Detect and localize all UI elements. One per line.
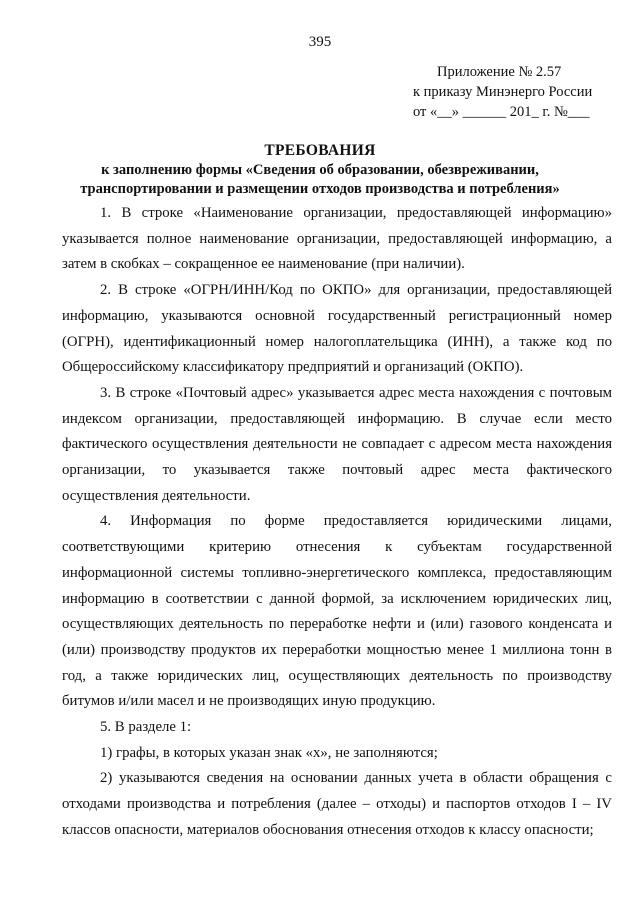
appendix-line-1: Приложение № 2.57 [437, 64, 562, 80]
title-block [40, 141, 600, 199]
page-number: 395 [308, 34, 332, 50]
paragraph-2: 2. В строке «ОГРН/ИНН/Код по ОКПО» для организации, предоставляющей информацию, указываются основной государственный регистрационный номер (ОГРН), идентификационный номер налогоплательщика (ИНН), а также код по Общероссийскому классификатору предприятий и организаций (ОКПО). [62, 282, 612, 376]
document-subtitle-line-2: транспортировании и размещении отходов производства и потребления» [80, 181, 560, 197]
paragraph-5: 5. В разделе 1: [100, 719, 192, 736]
paragraph-5-item-2: 2) указываются сведения на основании данных учета в области обращения с отходами производства и потребления (далее – отходы) и паспортов отходов I – IV классов опасности, материалов обоснования отнесения отходов к классу опасности; [62, 770, 612, 838]
paragraph-3: 3. В строке «Почтовый адрес» указывается адрес места нахождения с почтовым индексом организации, предоставляющей информацию. В случае если место фактического осуществления деятельности не совпадает с адресом места нахождения организации, то указывается также почтовый адрес места фактического осуществления деятельности. [62, 384, 612, 504]
paragraph-5-item-1: 1) графы, в которых указан знак «x», не заполняются; [100, 744, 438, 761]
document-subtitle-line-1: к заполнению формы «Сведения об образовании, обезвреживании, [101, 162, 539, 178]
appendix-block [413, 62, 592, 122]
paragraph-4: 4. Информация по форме предоставляется юридическими лицами, соответствующими критерию отнесения к субъектам государственной информационной системы топливно-энергетического комплекса, предоставляющим информацию в соответствии с данной формой, за исключением юридических лиц, осуществляющих деятельность по переработке нефти и (или) газового конденсата и (или) производству продуктов их переработки мощностью менее 1 миллиона тонн в год, а также юридических лиц, осуществляющих деятельность по производству битумов и/или масел и не производящих иную продукцию. [62, 513, 612, 710]
paragraph-1: 1. В строке «Наименование организации, предоставляющей информацию» указывается полное наименование организации, предоставляющей информацию, а затем в скобках – сокращенное ее наименование (при наличии). [62, 205, 612, 273]
document-title: ТРЕБОВАНИЯ [264, 142, 376, 159]
appendix-line-2: к приказу Минэнерго России [413, 84, 593, 100]
appendix-line-3: от «__» ______ 201_ г. №___ [413, 104, 590, 120]
body-text [62, 201, 612, 844]
